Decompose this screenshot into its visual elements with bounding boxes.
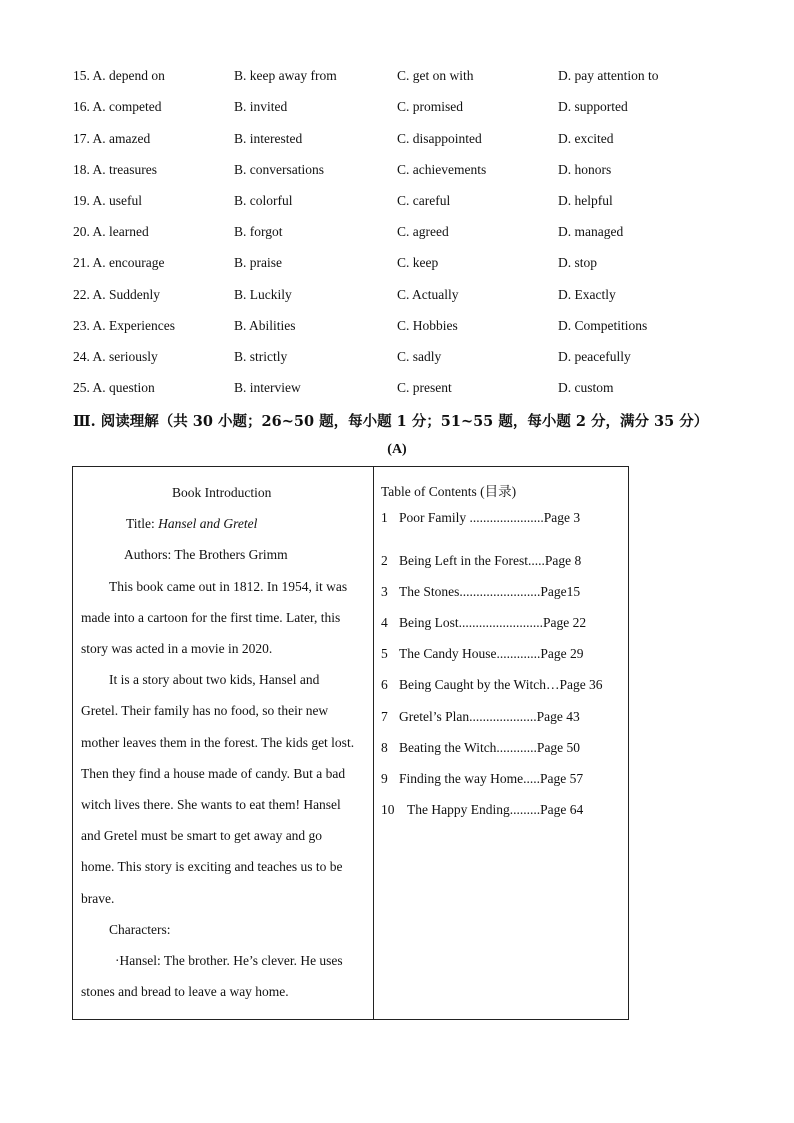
- option-a: 19. A. useful: [73, 193, 143, 208]
- option-d: D. Competitions: [558, 318, 648, 333]
- paragraph-line: witch lives there. She wants to eat them! Hansel: [81, 797, 341, 812]
- option-c: C. agreed: [397, 224, 449, 239]
- option-b: B. interested: [234, 131, 303, 146]
- toc-item: 7 Gretel’s Plan....................Page 43: [381, 709, 580, 724]
- option-b: B. strictly: [234, 349, 288, 364]
- question-row: [73, 318, 713, 338]
- option-d: D. peacefully: [558, 349, 631, 364]
- question-row: [73, 193, 713, 213]
- passage-label: (A): [387, 442, 407, 457]
- question-row: [73, 131, 713, 151]
- option-c: C. get on with: [397, 68, 474, 83]
- question-row: [73, 99, 713, 119]
- toc-item: 6 Being Caught by the Witch…Page 36: [381, 677, 603, 692]
- option-a: 24. A. seriously: [73, 349, 158, 364]
- question-row: [73, 162, 713, 182]
- book-title-value: Hansel and Gretel: [158, 516, 258, 531]
- option-b: B. invited: [234, 99, 288, 114]
- paragraph-line: Gretel. Their family has no food, so their new: [81, 703, 329, 718]
- paragraph-line: home. This story is exciting and teaches us to be: [81, 859, 343, 874]
- option-d: D. helpful: [558, 193, 613, 208]
- toc-item: 10 The Happy Ending.........Page 64: [381, 802, 584, 817]
- book-intro-heading: Book Introduction: [172, 485, 272, 500]
- paragraph-line: made into a cartoon for the first time. Later, this: [81, 610, 341, 625]
- option-b: B. keep away from: [234, 68, 337, 83]
- option-a: 21. A. encourage: [73, 255, 165, 270]
- option-b: B. praise: [234, 255, 282, 270]
- option-d: D. honors: [558, 162, 612, 177]
- option-c: C. disappointed: [397, 131, 482, 146]
- paragraph-line: It is a story about two kids, Hansel and: [109, 672, 320, 687]
- option-c: C. promised: [397, 99, 463, 114]
- option-a: 16. A. competed: [73, 99, 162, 114]
- column-divider: [373, 467, 374, 1019]
- option-a: 23. A. Experiences: [73, 318, 175, 333]
- option-a: 20. A. learned: [73, 224, 149, 239]
- option-c: C. careful: [397, 193, 451, 208]
- section-heading: Ⅲ. 阅读理解（共 30 小题；26~50 题，每小题 1 分；51~55 题，每小题 2 分，满分 35 分）: [73, 413, 709, 430]
- option-b: B. conversations: [234, 162, 324, 177]
- option-d: D. excited: [558, 131, 614, 146]
- question-row: [73, 287, 713, 307]
- paragraph-line: story was acted in a movie in 2020.: [81, 641, 273, 656]
- toc-item: 9 Finding the way Home.....Page 57: [381, 771, 584, 786]
- toc-heading: Table of Contents (目录): [381, 484, 517, 499]
- option-b: B. interview: [234, 380, 301, 395]
- toc-item: 8 Beating the Witch............Page 50: [381, 740, 581, 755]
- option-a: 25. A. question: [73, 380, 155, 395]
- option-c: C. Actually: [397, 287, 459, 302]
- toc-item: 3 The Stones........................Page15: [381, 584, 581, 599]
- passage-box: [72, 466, 629, 1020]
- toc-item: 1 Poor Family ......................Page 3: [381, 510, 581, 525]
- option-b: B. colorful: [234, 193, 293, 208]
- option-b: B. Abilities: [234, 318, 296, 333]
- option-c: C. Hobbies: [397, 318, 458, 333]
- question-row: [73, 68, 713, 88]
- paragraph-line: This book came out in 1812. In 1954, it was: [109, 579, 348, 594]
- option-c: C. achievements: [397, 162, 487, 177]
- option-b: B. forgot: [234, 224, 283, 239]
- toc-item: 4 Being Lost.........................Page 22: [381, 615, 587, 630]
- paragraph-line: Then they find a house made of candy. But a bad: [81, 766, 346, 781]
- question-row: [73, 224, 713, 244]
- option-a: 17. A. amazed: [73, 131, 151, 146]
- option-a: 15. A. depend on: [73, 68, 165, 83]
- option-c: C. keep: [397, 255, 439, 270]
- paragraph-line: stones and bread to leave a way home.: [81, 984, 289, 999]
- option-c: C. present: [397, 380, 452, 395]
- option-d: D. stop: [558, 255, 598, 270]
- book-title: Title: Hansel and Gretel: [126, 516, 258, 531]
- toc-item: 2 Being Left in the Forest.....Page 8: [381, 553, 582, 568]
- paragraph-line: mother leaves them in the forest. The kids get lost.: [81, 735, 355, 750]
- paragraph-line: brave.: [81, 891, 115, 906]
- toc-item: 5 The Candy House.............Page 29: [381, 646, 584, 661]
- option-d: D. Exactly: [558, 287, 616, 302]
- option-d: D. pay attention to: [558, 68, 659, 83]
- book-authors: Authors: The Brothers Grimm: [124, 547, 288, 562]
- paragraph-line: ·Hansel: The brother. He’s clever. He uses: [115, 953, 343, 968]
- question-row: [73, 349, 713, 369]
- option-a: 18. A. treasures: [73, 162, 157, 177]
- paragraph-line: and Gretel must be smart to get away and go: [81, 828, 323, 843]
- question-row: [73, 380, 713, 400]
- option-a: 22. A. Suddenly: [73, 287, 161, 302]
- option-d: D. managed: [558, 224, 624, 239]
- characters-heading: Characters:: [109, 922, 171, 937]
- question-row: [73, 255, 713, 275]
- option-d: D. custom: [558, 380, 614, 395]
- option-b: B. Luckily: [234, 287, 292, 302]
- option-c: C. sadly: [397, 349, 442, 364]
- option-d: D. supported: [558, 99, 628, 114]
